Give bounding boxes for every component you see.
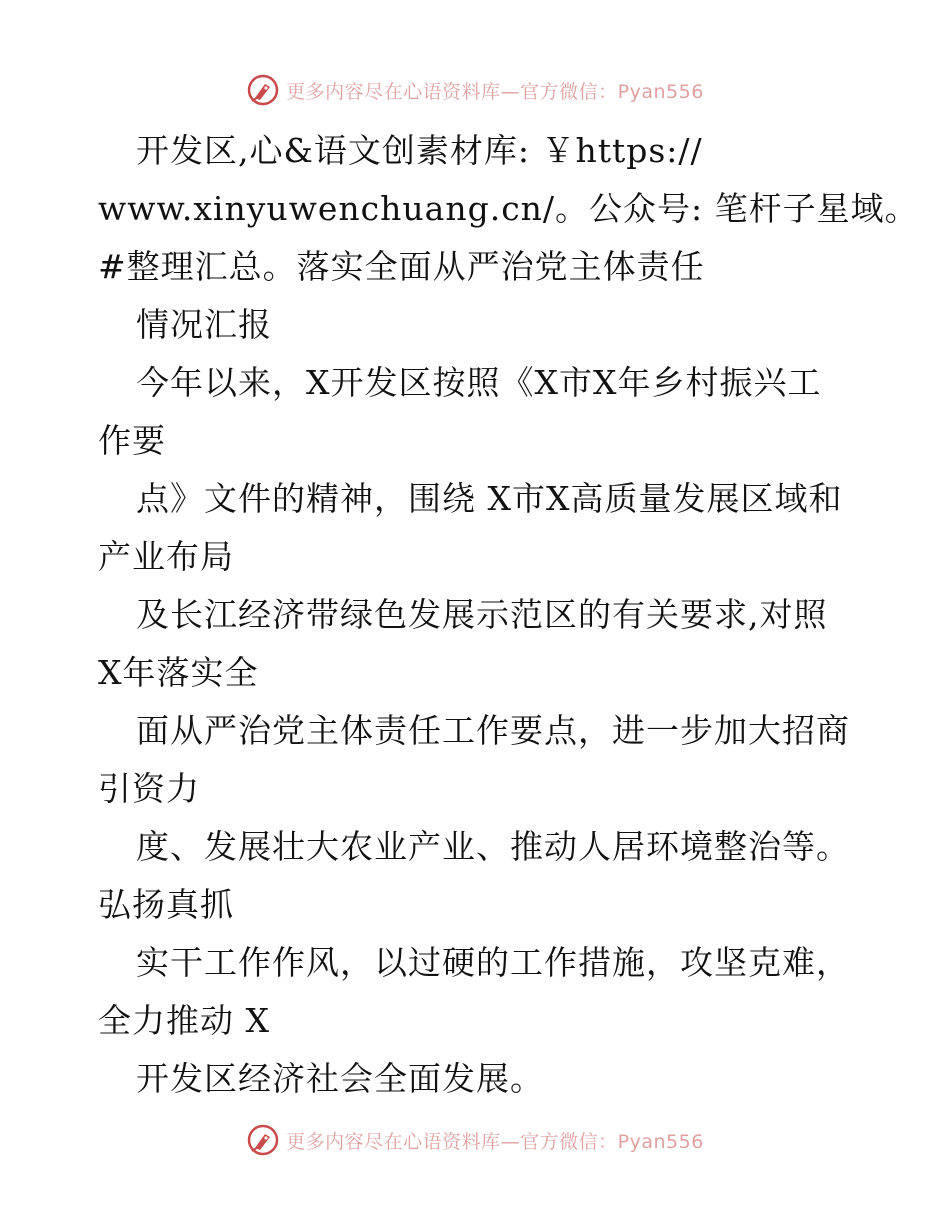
- text-line: 引资力: [98, 769, 200, 808]
- pen-nib-logo-icon: [246, 1123, 280, 1157]
- text-line: 弘扬真抓: [98, 885, 234, 924]
- header-watermark: [0, 70, 950, 110]
- text-line: 实干工作作风，以过硬的工作措施，攻坚克难，: [136, 943, 850, 982]
- text-line: 作要: [98, 421, 166, 460]
- watermark-text: 更多内容尽在心语资料库—官方微信：Pyan556: [286, 1130, 704, 1153]
- watermark-text: 更多内容尽在心语资料库—官方微信：Pyan556: [286, 80, 704, 103]
- watermark-group: [246, 73, 704, 107]
- text-line: 开发区经济社会全面发展。: [136, 1059, 544, 1098]
- document-body: [98, 122, 919, 1108]
- footer-watermark: [0, 1120, 950, 1160]
- text-line: 及长江经济带绿色发展示范区的有关要求,对照: [136, 595, 828, 634]
- text-line: 度、发展壮大农业产业、推动人居环境整治等。: [136, 827, 850, 866]
- text-line: 产业布局: [98, 537, 234, 576]
- text-line: 点》文件的精神，围绕 X市X高质量发展区域和: [136, 479, 843, 518]
- text-line: 情况汇报: [136, 305, 272, 344]
- pen-nib-logo-icon: [246, 73, 280, 107]
- text-line: 开发区,心&语文创素材库: ￥https://: [136, 131, 703, 170]
- text-line: #整理汇总。落实全面从严治党主体责任: [98, 247, 705, 286]
- text-line: 全力推动 X: [98, 1001, 270, 1040]
- text-line: 今年以来，X开发区按照《X市X年乡村振兴工: [136, 363, 822, 402]
- text-line: X年落实全: [98, 653, 259, 692]
- text-line: 面从严治党主体责任工作要点，进一步加大招商: [136, 711, 850, 750]
- text-line: www.xinyuwenchuang.cn/。公众号: 笔杆子星域。: [98, 189, 919, 228]
- watermark-group: [246, 1123, 704, 1157]
